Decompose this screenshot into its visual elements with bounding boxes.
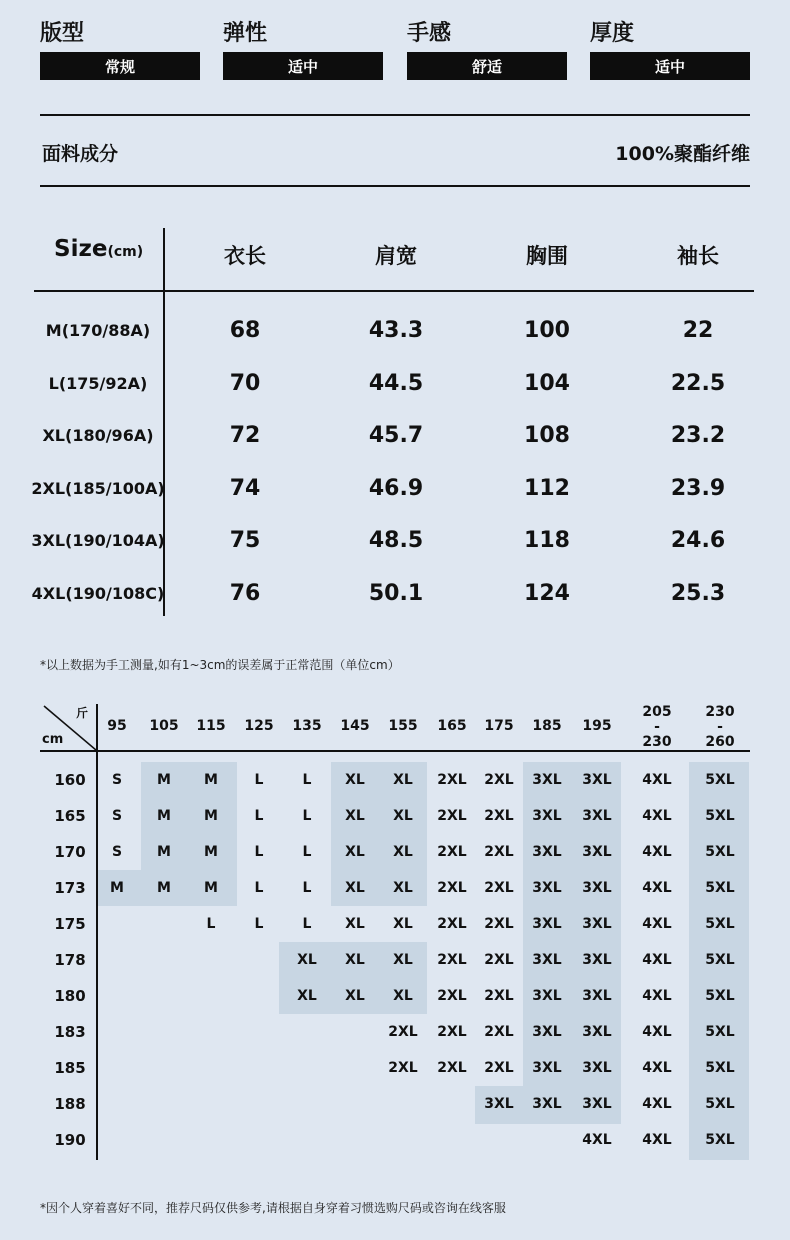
height-label: 165 bbox=[54, 807, 86, 825]
column-header-length: 衣长 bbox=[224, 244, 266, 268]
recommended-size-cell: XL bbox=[393, 880, 413, 896]
recommended-size-cell: 2XL bbox=[484, 880, 514, 896]
size-title-unit: (cm) bbox=[107, 244, 144, 260]
recommended-size-cell: 2XL bbox=[437, 1060, 467, 1076]
recommended-size-cell: 2XL bbox=[484, 844, 514, 860]
attr-label-feel: 手感 bbox=[407, 21, 452, 46]
size-title-text: Size bbox=[54, 236, 108, 262]
weight-unit-label: 斤 bbox=[76, 706, 89, 720]
height-label: 173 bbox=[54, 879, 86, 897]
recommended-size-cell: XL bbox=[345, 772, 365, 788]
recommended-size-cell: 5XL bbox=[705, 772, 735, 788]
size-cell: 118 bbox=[524, 528, 570, 553]
recommended-size-cell: XL bbox=[345, 952, 365, 968]
recommended-size-cell: XL bbox=[297, 988, 317, 1004]
size-row-label-l: L(175/92A) bbox=[48, 374, 148, 393]
recommended-size-cell: 5XL bbox=[705, 988, 735, 1004]
size-row-label-m: M(170/88A) bbox=[45, 321, 151, 340]
recommended-size-cell: 2XL bbox=[437, 988, 467, 1004]
height-unit-label: cm bbox=[42, 732, 64, 747]
recommended-size-cell: 5XL bbox=[705, 1132, 735, 1148]
recommended-size-cell: 2XL bbox=[437, 772, 467, 788]
size-cell: 104 bbox=[524, 371, 570, 396]
recommended-size-cell: 2XL bbox=[437, 880, 467, 896]
divider-bottom bbox=[40, 185, 750, 187]
measurement-note: *以上数据为手工测量,如有1~3cm的误差属于正常范围（单位cm） bbox=[40, 658, 400, 672]
recommended-size-cell: 5XL bbox=[705, 916, 735, 932]
recommended-size-cell: 4XL bbox=[642, 916, 672, 932]
recommended-size-cell: 3XL bbox=[582, 772, 612, 788]
column-header-sleeve: 袖长 bbox=[677, 244, 719, 268]
recommended-size-cell: M bbox=[204, 808, 218, 824]
size-cell: 23.2 bbox=[670, 423, 726, 448]
weight-header: 155 bbox=[388, 718, 418, 734]
size-cell: 45.7 bbox=[368, 423, 424, 448]
recommended-size-cell: 4XL bbox=[642, 988, 672, 1004]
recommended-size-cell: M bbox=[110, 880, 124, 896]
grid-header-rule bbox=[40, 750, 750, 752]
recommended-size-cell: M bbox=[204, 880, 218, 896]
recommended-size-cell: 2XL bbox=[484, 772, 514, 788]
size-cell: 22.5 bbox=[670, 371, 726, 396]
recommended-size-cell: 5XL bbox=[705, 1096, 735, 1112]
recommended-size-cell: L bbox=[254, 772, 264, 788]
recommended-size-cell: XL bbox=[345, 988, 365, 1004]
recommended-size-cell: 2XL bbox=[437, 1024, 467, 1040]
size-cell: 24.6 bbox=[670, 528, 726, 553]
weight-header: 135 bbox=[292, 718, 322, 734]
weight-header: 115 bbox=[196, 718, 226, 734]
height-label: 185 bbox=[54, 1059, 86, 1077]
weight-header: 175 bbox=[484, 718, 514, 734]
attr-label-thickness: 厚度 bbox=[590, 21, 635, 46]
recommended-size-cell: 3XL bbox=[532, 1096, 562, 1112]
recommended-size-cell: 3XL bbox=[582, 952, 612, 968]
height-label: 178 bbox=[54, 951, 86, 969]
recommended-size-cell: 5XL bbox=[705, 1060, 735, 1076]
size-cell: 43.3 bbox=[368, 318, 424, 343]
recommended-size-cell: 4XL bbox=[642, 808, 672, 824]
recommended-size-cell: L bbox=[254, 844, 264, 860]
recommended-size-cell: 3XL bbox=[532, 952, 562, 968]
recommended-size-cell: L bbox=[254, 808, 264, 824]
recommended-size-cell: L bbox=[302, 916, 312, 932]
weight-header: 230 - 260 bbox=[705, 704, 735, 750]
size-table-header-rule bbox=[34, 290, 754, 292]
fabric-value: 100%聚酯纤维 bbox=[615, 143, 750, 165]
recommended-size-cell: 5XL bbox=[705, 844, 735, 860]
recommended-size-cell: 5XL bbox=[705, 880, 735, 896]
height-label: 170 bbox=[54, 843, 86, 861]
weight-header: 195 bbox=[582, 718, 612, 734]
recommendation-note: *因个人穿着喜好不同，推荐尺码仅供参考,请根据自身穿着习惯选购尺码或咨询在线客服 bbox=[40, 1201, 506, 1215]
recommended-size-cell: XL bbox=[345, 916, 365, 932]
recommended-size-cell: 3XL bbox=[532, 1060, 562, 1076]
recommended-size-cell: 4XL bbox=[642, 844, 672, 860]
recommended-size-cell: XL bbox=[393, 844, 413, 860]
recommended-size-cell: 4XL bbox=[642, 1096, 672, 1112]
recommended-size-cell: 2XL bbox=[484, 1060, 514, 1076]
recommended-size-cell: L bbox=[254, 916, 264, 932]
recommended-size-cell: 2XL bbox=[437, 916, 467, 932]
height-label: 190 bbox=[54, 1131, 86, 1149]
recommended-size-cell: 5XL bbox=[705, 952, 735, 968]
size-cell: 22 bbox=[682, 318, 714, 343]
recommended-size-cell: 3XL bbox=[582, 880, 612, 896]
size-row-label-3xl: 3XL(190/104A) bbox=[31, 531, 165, 550]
recommended-size-cell: 3XL bbox=[532, 772, 562, 788]
recommended-size-cell: 3XL bbox=[582, 1096, 612, 1112]
recommended-size-cell: 3XL bbox=[582, 916, 612, 932]
recommended-size-cell: M bbox=[157, 880, 171, 896]
recommended-size-cell: 5XL bbox=[705, 1024, 735, 1040]
recommended-size-cell: 3XL bbox=[582, 1024, 612, 1040]
recommended-size-cell: M bbox=[204, 844, 218, 860]
attr-value-feel: 舒适 bbox=[407, 52, 567, 80]
size-table-title bbox=[54, 236, 143, 262]
recommended-size-cell: 2XL bbox=[484, 808, 514, 824]
height-label: 183 bbox=[54, 1023, 86, 1041]
attr-label-elasticity: 弹性 bbox=[223, 21, 268, 46]
size-table-vertical-rule bbox=[163, 228, 165, 616]
recommended-size-cell: XL bbox=[345, 880, 365, 896]
recommended-size-cell: 3XL bbox=[532, 880, 562, 896]
recommended-size-cell: XL bbox=[393, 916, 413, 932]
recommended-size-cell: 3XL bbox=[532, 988, 562, 1004]
weight-header: 145 bbox=[340, 718, 370, 734]
column-header-chest: 胸围 bbox=[526, 244, 568, 268]
grid-vertical-rule bbox=[96, 704, 98, 1160]
recommended-size-cell: 4XL bbox=[642, 880, 672, 896]
size-row-label-xl: XL(180/96A) bbox=[42, 426, 154, 445]
recommended-size-cell: 2XL bbox=[388, 1060, 418, 1076]
size-cell: 23.9 bbox=[670, 476, 726, 501]
attr-value-thickness: 适中 bbox=[590, 52, 750, 80]
recommended-size-cell: 2XL bbox=[484, 952, 514, 968]
recommended-size-cell: 2XL bbox=[437, 808, 467, 824]
weight-header: 105 bbox=[149, 718, 179, 734]
recommended-size-cell: 3XL bbox=[532, 808, 562, 824]
size-cell: 70 bbox=[229, 371, 261, 396]
recommended-size-cell: 2XL bbox=[484, 916, 514, 932]
size-cell: 112 bbox=[524, 476, 570, 501]
size-cell: 25.3 bbox=[670, 581, 726, 606]
size-cell: 68 bbox=[229, 318, 261, 343]
recommended-size-cell: L bbox=[302, 772, 312, 788]
recommended-size-cell: 2XL bbox=[484, 988, 514, 1004]
recommended-size-cell: S bbox=[111, 808, 123, 824]
size-row-label-4xl: 4XL(190/108C) bbox=[31, 584, 165, 603]
attr-value-elasticity: 适中 bbox=[223, 52, 383, 80]
size-row-label-2xl: 2XL(185/100A) bbox=[31, 479, 165, 498]
size-cell: 124 bbox=[524, 581, 570, 606]
size-cell: 46.9 bbox=[368, 476, 424, 501]
size-cell: 44.5 bbox=[368, 371, 424, 396]
recommended-size-cell: XL bbox=[393, 808, 413, 824]
recommended-size-cell: M bbox=[204, 772, 218, 788]
height-label: 175 bbox=[54, 915, 86, 933]
recommended-size-cell: 3XL bbox=[582, 844, 612, 860]
recommended-size-cell: 4XL bbox=[642, 952, 672, 968]
recommended-size-cell: XL bbox=[393, 772, 413, 788]
recommended-size-cell: L bbox=[302, 844, 312, 860]
size-cell: 108 bbox=[524, 423, 570, 448]
recommended-size-cell: S bbox=[111, 772, 123, 788]
size-cell: 76 bbox=[229, 581, 261, 606]
attr-value-fit: 常规 bbox=[40, 52, 200, 80]
recommended-size-cell: 4XL bbox=[642, 1060, 672, 1076]
recommended-size-cell: 3XL bbox=[532, 1024, 562, 1040]
weight-header: 125 bbox=[244, 718, 274, 734]
recommended-size-cell: S bbox=[111, 844, 123, 860]
size-cell: 74 bbox=[229, 476, 261, 501]
fabric-label: 面料成分 bbox=[42, 143, 119, 165]
weight-header: 185 bbox=[532, 718, 562, 734]
height-label: 160 bbox=[54, 771, 86, 789]
size-cell: 48.5 bbox=[368, 528, 424, 553]
weight-header: 165 bbox=[437, 718, 467, 734]
recommended-size-cell: 2XL bbox=[388, 1024, 418, 1040]
recommended-size-cell: 4XL bbox=[642, 1132, 672, 1148]
recommended-size-cell: 2XL bbox=[437, 844, 467, 860]
weight-header: 205 - 230 bbox=[642, 704, 672, 750]
column-header-shoulder: 肩宽 bbox=[375, 244, 417, 268]
recommended-size-cell: XL bbox=[393, 988, 413, 1004]
recommended-size-cell: M bbox=[157, 808, 171, 824]
recommended-size-cell: 3XL bbox=[484, 1096, 514, 1112]
recommended-size-cell: M bbox=[157, 844, 171, 860]
attr-label-fit: 版型 bbox=[40, 21, 85, 46]
recommended-size-cell: 4XL bbox=[582, 1132, 612, 1148]
recommended-size-cell: 4XL bbox=[642, 1024, 672, 1040]
recommended-size-cell: L bbox=[302, 808, 312, 824]
recommended-size-cell: 4XL bbox=[642, 772, 672, 788]
recommended-size-cell: 3XL bbox=[532, 916, 562, 932]
recommended-size-cell: 3XL bbox=[582, 988, 612, 1004]
size-cell: 100 bbox=[524, 318, 570, 343]
recommended-size-cell: 5XL bbox=[705, 808, 735, 824]
size-cell: 50.1 bbox=[368, 581, 424, 606]
height-label: 180 bbox=[54, 987, 86, 1005]
recommended-size-cell: L bbox=[254, 880, 264, 896]
recommended-size-cell: 2XL bbox=[437, 952, 467, 968]
recommended-size-cell: XL bbox=[345, 844, 365, 860]
recommended-size-cell: 3XL bbox=[582, 1060, 612, 1076]
size-cell: 72 bbox=[229, 423, 261, 448]
recommended-size-cell: XL bbox=[345, 808, 365, 824]
recommended-size-cell: XL bbox=[393, 952, 413, 968]
divider-top bbox=[40, 114, 750, 116]
height-label: 188 bbox=[54, 1095, 86, 1113]
recommended-size-cell: 3XL bbox=[532, 844, 562, 860]
recommended-size-cell: L bbox=[302, 880, 312, 896]
weight-header: 95 bbox=[107, 718, 127, 734]
size-cell: 75 bbox=[229, 528, 261, 553]
recommended-size-cell: 3XL bbox=[582, 808, 612, 824]
recommended-size-cell: M bbox=[157, 772, 171, 788]
recommended-size-cell: L bbox=[206, 916, 216, 932]
recommended-size-cell: XL bbox=[297, 952, 317, 968]
recommended-size-cell: 2XL bbox=[484, 1024, 514, 1040]
